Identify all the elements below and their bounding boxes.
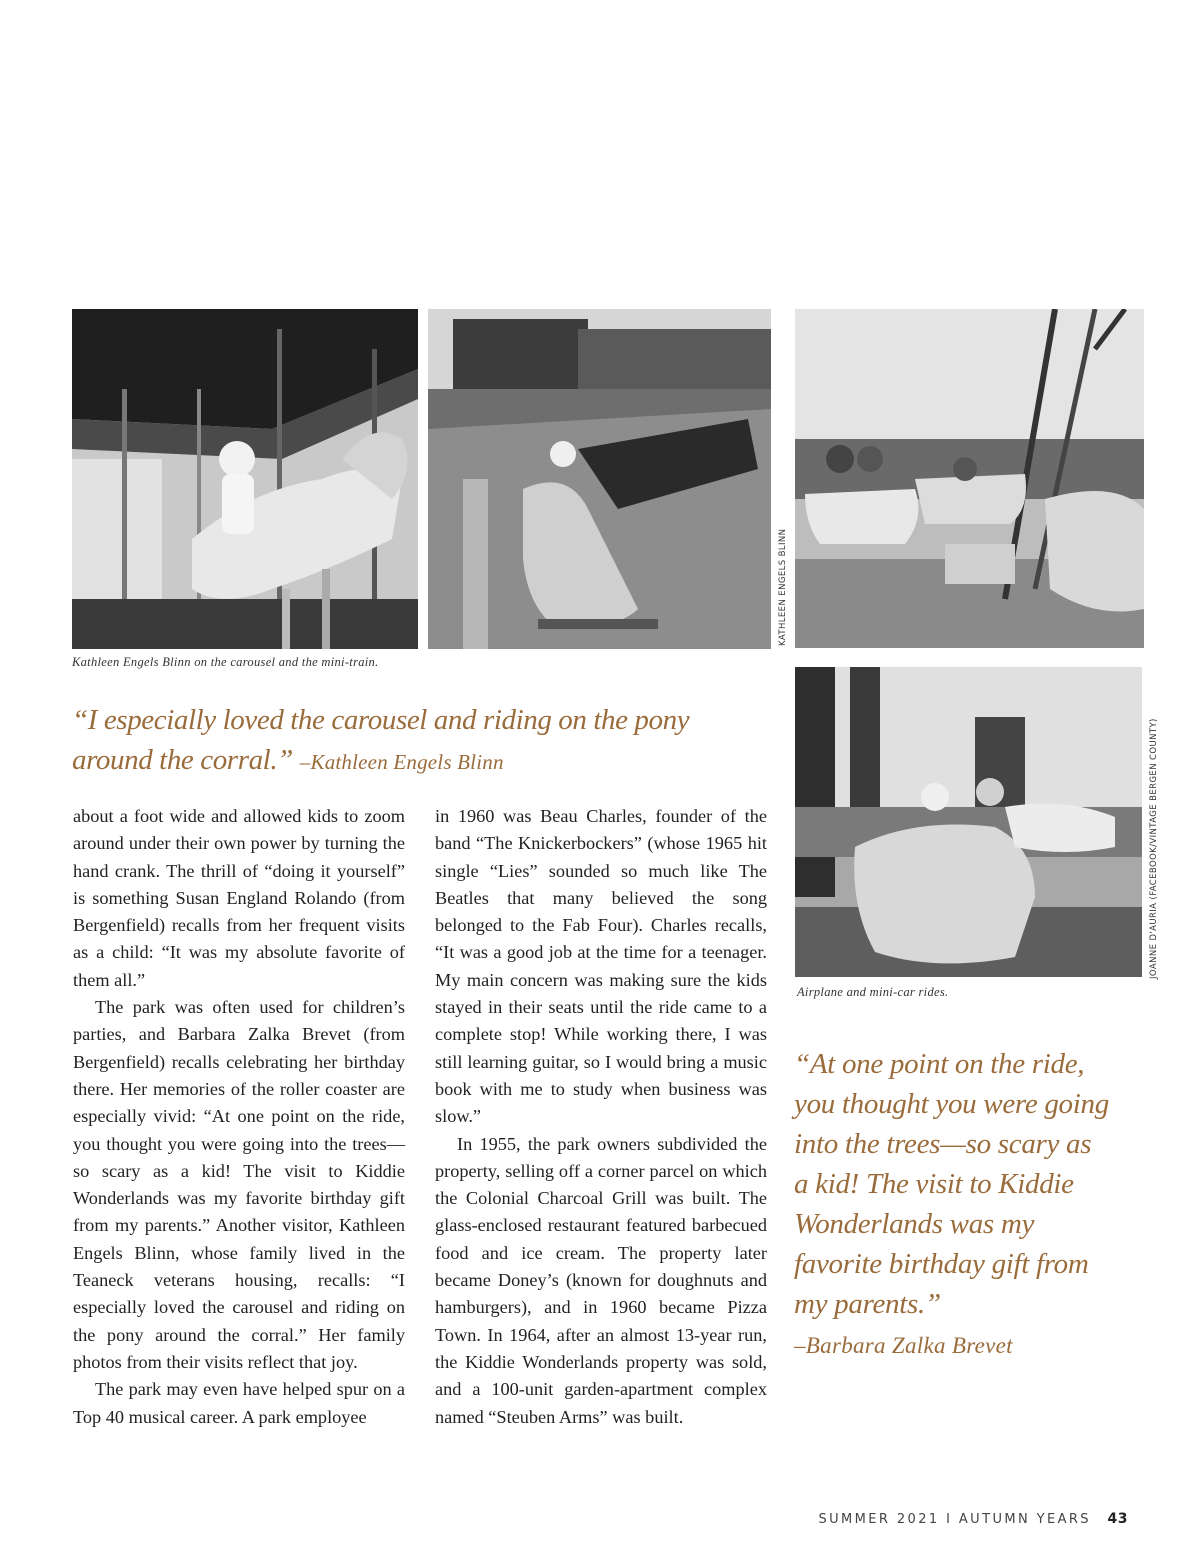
- pull-quote-line: into the trees—so scary as: [794, 1128, 1092, 1160]
- article-paragraph: in 1960 was Beau Charles, founder of the band “The Knickerbockers” (whose 1965 hit single “Lies” sounded so much like The Beatles that many believed the song belonged to the Fab Four). Charles recalls, “It was a good job at the time for a teenager. My main concern was making sure the kids stayed in their seats until the ride came to a complete stop! While working there, I was still learning guitar, so I would bring a music book with me to study when business was slow.”: [435, 806, 767, 1127]
- photo-credit-top: KATHLEEN ENGELS BLINN: [778, 528, 788, 646]
- footer-separator: I: [946, 1512, 953, 1527]
- pull-quote-attribution: –Barbara Zalka Brevet: [794, 1333, 1013, 1358]
- pull-quote-line: “At one point on the ride,: [794, 1048, 1085, 1080]
- pull-quote-line: you thought you were going: [794, 1088, 1109, 1120]
- footer-magazine: AUTUMN YEARS: [958, 1512, 1091, 1527]
- mini-train-photo: [428, 309, 771, 649]
- carousel-caption: Kathleen Engels Blinn on the carousel and the mini-train.: [72, 655, 379, 669]
- pull-quote-brevet: [794, 1044, 1154, 1366]
- article-paragraph: The park may even have helped spur on a Top 40 musical career. A park employee: [73, 1379, 405, 1427]
- pull-quote-attribution: –Kathleen Engels Blinn: [299, 750, 504, 774]
- article-column-1: [73, 803, 405, 1431]
- pull-quote-line: favorite birthday gift from: [794, 1248, 1089, 1280]
- article-column-2: [435, 803, 767, 1431]
- pull-quote-line: my parents.”: [794, 1288, 941, 1320]
- pull-quote-line: Wonderlands was my: [794, 1208, 1035, 1240]
- page-number: 43: [1107, 1511, 1128, 1527]
- pull-quote-text: “I especially loved the carousel and riding on the pony around the corral.”: [72, 704, 690, 776]
- page-footer: [818, 1511, 1128, 1527]
- carousel-photo: [72, 309, 418, 649]
- rides-caption: Airplane and mini-car rides.: [797, 985, 949, 999]
- pull-quote-blinn: [72, 700, 772, 782]
- article-paragraph: about a foot wide and allowed kids to zoom around under their own power by turning the hand crank. The thrill of “doing it yourself” is something Susan England Rolando (from Bergenfield) recalls from her frequent visits as a child: “It was my absolute favorite of them all.”: [73, 806, 405, 990]
- article-paragraph: In 1955, the park owners subdivided the property, selling off a corner parcel on which the Colonial Charcoal Grill was built. The glass-enclosed restaurant featured barbecued food and ice cream. The property later became Doney’s (known for doughnuts and hamburgers), and in 1960 became Pizza Town. In 1964, after an almost 13-year run, the Kiddie Wonderlands property was sold, and a 100-unit garden-apartment complex named “Steuben Arms” was built.: [435, 1133, 767, 1427]
- photo-credit-right: JOANNE D'AURIA (FACEBOOK/VINTAGE BERGEN COUNTY): [1149, 718, 1159, 979]
- airplane-ride-photo: [795, 309, 1144, 648]
- pull-quote-line: a kid! The visit to Kiddie: [794, 1168, 1074, 1200]
- article-paragraph: The park was often used for children’s parties, and Barbara Zalka Brevet (from Bergenfield) recalls celebrating her birthday there. Her memories of the roller coaster are especially vivid: “At one point on the ride, you thought you were going into the trees—so scary as a kid! The visit to Kiddie Wonderlands was my favorite birthday gift from my parents.” Another visitor, Kathleen Engels Blinn, whose family lived in the Teaneck veterans housing, recalls: “I especially loved the carousel and riding on the pony around the corral.” Her family photos from their visits reflect that joy.: [73, 997, 405, 1372]
- footer-issue: SUMMER 2021: [818, 1512, 940, 1527]
- mini-car-ride-photo: [795, 667, 1142, 977]
